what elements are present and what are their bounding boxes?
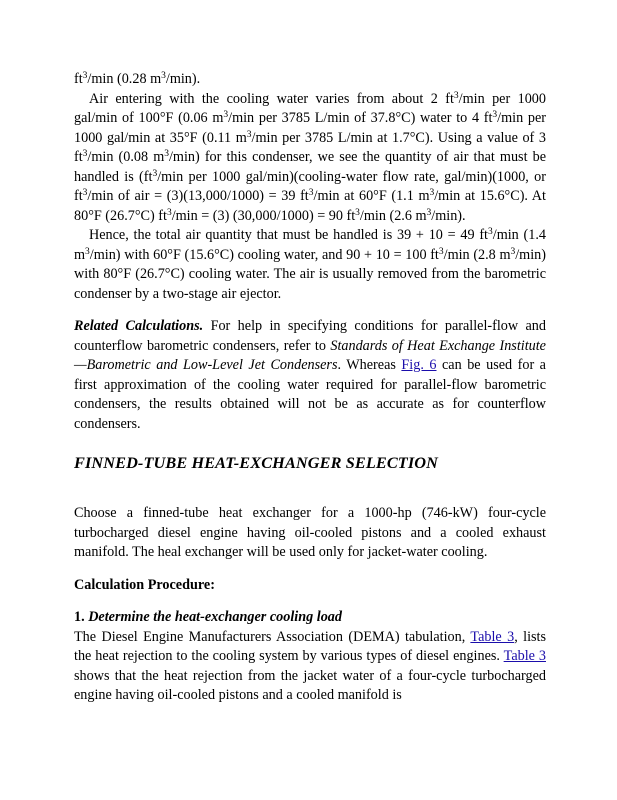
procedure-heading: Calculation Procedure: — [74, 576, 215, 593]
step-1-paragraph: The Diesel Engine Manufacturers Association (DEMA) tabulation, Table 3, lists the heat rejection to the cooling system by various types of diesel engines. Table 3 shows that the heat rejection from the jacket water of a four-cycle turbocharged engine having oil-cooled pistons and a cooled manifold is — [74, 628, 546, 703]
continued-paragraph: $ft^3/\min$ (0.28 $m^3/\min$). — [74, 71, 201, 87]
fig-6-link[interactable]: Fig. 6 — [401, 357, 437, 373]
table-3-link[interactable]: Table 3 — [470, 628, 515, 645]
table-3-link-2[interactable]: Table 3 — [503, 648, 546, 664]
document-page — [74, 70, 546, 706]
total-air-paragraph: Hence, the total air quantity that must be handled is 39 + 10 = 49 $ft^3/\min$ (1.4 $m^3/\min$) with 60°F (15.6°C) cooling water, and 90 + 10 = 100 $ft^3/\min$ (2.8 $m^3/\min$) with 80°F (26.7°C) cooling water. The air is usually removed from the barometric condenser by a two-stage air ejector. — [74, 227, 546, 302]
problem-statement: Choose a finned-tube heat exchanger for a 1000-hp (746-kW) four-cycle turbocharged diesel engine having oil-cooled pistons and a cooled exhaust manifold. The heal exchanger will be used only for jacket-water cooling. — [74, 505, 546, 560]
step-1-heading: 1. Determine the heat-exchanger cooling load — [74, 609, 342, 625]
air-entering-paragraph: Air entering with the cooling water varies from about 2 $ft^3/\min$ per 1000 gal/min of 100°F (0.06 $m^3/\min$ per 3785 L/min of 37.8°C) water to 4 $ft^3/\min$ per 1000 gal/min at 35°F (0.11 $m^3/\min$ per 3785 L/min at 1.7°C). Using a value of 3 $ft^3/\min$ (0.08 $m^3/\min$) for this condenser, we see the quantity of air that must be handled is ($ft^3/\min$ per 1000 gal/min)(cooling-water flow rate, gal/min)(1000, or $ft^3/\min$ of air = (3)(13,000/1000) = 39 $ft^3/\min$ at 60°F (1.1 $m^3/\min$ at 15.6°C). At 80°F (26.7°C) $ft^3/\min = (3) (30,000/1000) = 90$ $ft^3/\min$ (2.6 $m^3/\min$). — [74, 90, 547, 224]
section-title: FINNED-TUBE HEAT-EXCHANGER SELECTION — [74, 453, 438, 472]
related-calculations-paragraph: Related Calculations. For help in specifying conditions for parallel-flow and counterflow barometric condensers, refer to Standards of Heat Exchange Institute—Barometric and Low-Level Jet Condensers. Whereas Fig. 6 can be used for a first approximation of the cooling water required for parallel-flow barometric condensers, the results obtained will not be as accurate as for counterflow condensers. — [74, 318, 546, 432]
